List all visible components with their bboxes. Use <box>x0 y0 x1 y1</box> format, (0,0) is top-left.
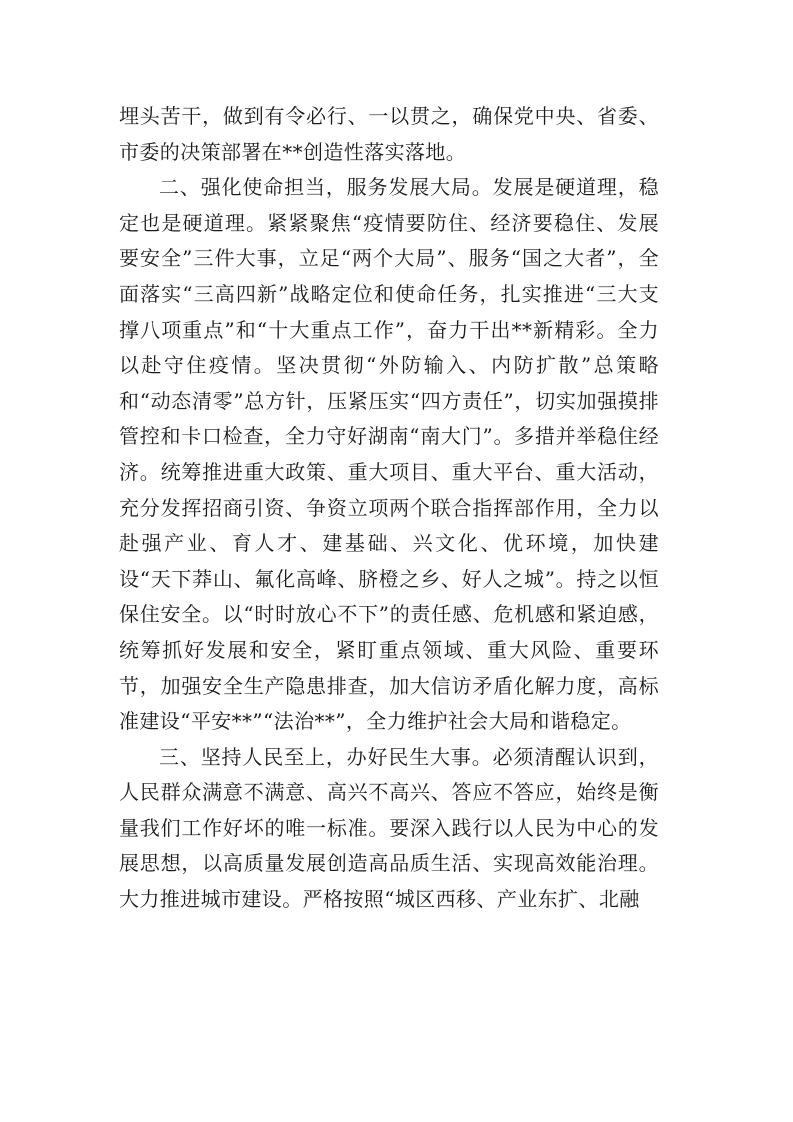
paragraph-section-three: 三、坚持人民至上，办好民生大事。必须清醒认识到，人民群众满意不满意、高兴不高兴、答应不答应，始终是衡量我们工作好坏的唯一标准。要深入践行以人民为中心的发展思想，以高质量发展创造高品质生活、实现高效能治理。大力推进城市建设。严格按照“城区西移、产业东扩、北融 <box>119 744 659 912</box>
paragraph-section-two: 二、强化使命担当，服务发展大局。发展是硬道理，稳定也是硬道理。紧紧聚焦“疫情要防住、经济要稳住、发展要安全”三件大事，立足“两个大局”、服务“国之大者”，全面落实“三高四新”战略定位和使命任务，扎实推进“三大支撑八项重点”和“十大重点工作”，奋力干出**新精彩。全力以赴守住疫情。坚决贯彻“外防输入、内防扩散”总策略和“动态清零”总方针，压紧压实“四方责任”，切实加强摸排管控和卡口检查，全力守好湖南“南大门”。多措并举稳住经济。统筹推进重大政策、重大项目、重大平台、重大活动，充分发挥招商引资、争资立项两个联合指挥部作用，全力以赴强产业、育人才、建基础、兴文化、优环境，加快建设“天下莽山、氟化高峰、脐橙之乡、好人之城”。持之以恒保住安全。以“时时放心不下”的责任感、危机感和紧迫感，统筹抓好发展和安全，紧盯重点领域、重大风险、重要环节，加强安全生产隐患排查，加大信访矛盾化解力度，高标准建设“平安**”“法治**”，全力维护社会大局和谐稳定。 <box>119 175 659 734</box>
document-body <box>119 99 659 918</box>
paragraph-continuation: 埋头苦干，做到有令必行、一以贯之，确保党中央、省委、市委的决策部署在**创造性落实落地。 <box>119 104 659 164</box>
